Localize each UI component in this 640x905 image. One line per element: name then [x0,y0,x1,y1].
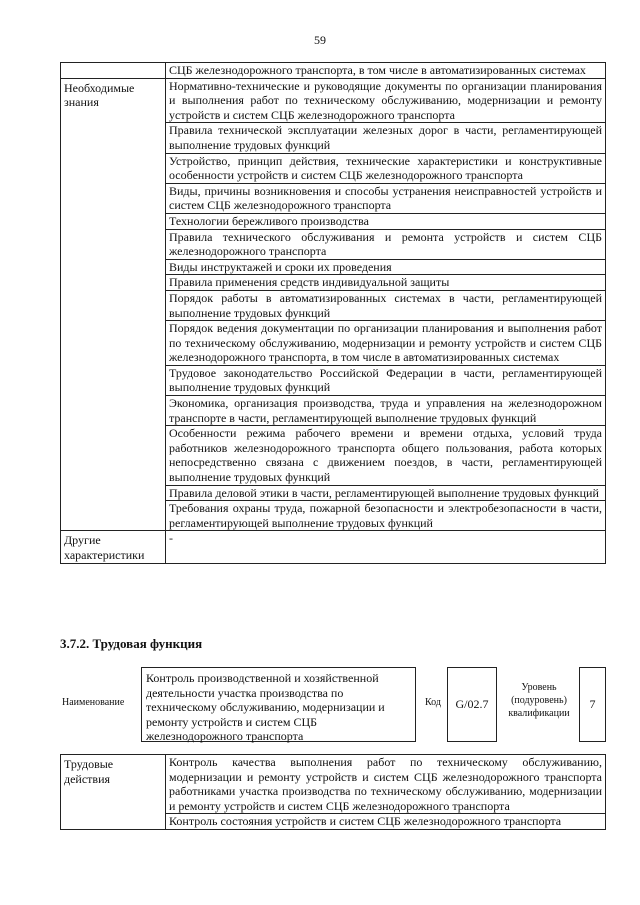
knowledge-item: Требования охраны труда, пожарной безопасности и электробезопасности в части, регламентирующей выполнение трудовых функций [166,501,606,531]
knowledge-item: Экономика, организация производства, труда и управления на железнодорожном транспорте в части, регламентирующей выполнение трудовых функций [166,396,606,426]
knowledge-item: Трудовое законодательство Российской Федерации в части, регламентирующей выполнение трудовых функций [166,365,606,395]
page-number: 59 [314,33,326,47]
other-characteristics-value: - [166,531,606,563]
knowledge-label: Необходимые знания [61,78,166,531]
empty-label-cell [61,63,166,79]
labor-actions-label: Трудовые действия [61,755,166,830]
function-name-box: Контроль производственной и хозяйственной деятельности участка производства по техническому обслуживанию, модернизации и ремонту устройств и систем СЦБ железнодорожного транспорта [141,667,416,742]
knowledge-item: Технологии бережливого производства [166,213,606,229]
qualification-level-box [579,667,606,742]
knowledge-item: Устройство, принцип действия, технические характеристики и конструктивные особенности устройств и систем СЦБ железнодорожного транспорта [166,153,606,183]
labor-action-item: Контроль состояния устройств и систем СЦБ железнодорожного транспорта [166,814,606,830]
other-characteristics-label: Другие характеристики [61,531,166,563]
knowledge-item: Правила деловой этики в части, регламентирующей выполнение трудовых функций [166,485,606,501]
knowledge-item: Виды, причины возникновения и способы устранения неисправностей устройств и систем СЦБ железнодорожного транспорта [166,183,606,213]
knowledge-item: Правила технической эксплуатации железных дорог в части, регламентирующей выполнение трудовых функций [166,123,606,153]
knowledge-item: Правила технического обслуживания и ремонта устройств и систем СЦБ железнодорожного транспорта [166,229,606,259]
knowledge-table [60,62,606,564]
table-row [61,531,606,563]
labor-actions-table [60,754,606,830]
knowledge-item: Нормативно-технические и руководящие документы по организации планирования и выполнения работ по техническому обслуживанию, модернизации и ремонту устройств и систем СЦБ железнодорожного транспорта [166,78,606,123]
knowledge-item: Порядок ведения документации по организации планирования и выполнения работ по техническому обслуживанию, модернизации и ремонту устройств и систем СЦБ железнодорожного транспорта, в том числе в автоматизированных системах [166,321,606,366]
knowledge-item: Особенности режима рабочего времени и времени отдыха, условий труда работников железнодорожного транспорта общего пользования, работа которых непосредственно связана с движением поездов, в части, регламентирующей выполнение трудовых функций [166,426,606,485]
qualification-level-value: 7 [589,697,596,711]
code-label: Код [425,697,441,708]
table-row [61,63,606,79]
qualification-level-label: Уровень (подуровень) квалификации [508,682,570,719]
section-heading: 3.7.2. Трудовая функция [60,636,203,651]
labor-action-item: Контроль качества выполнения работ по техническому обслуживанию, модернизации и ремонту устройств и систем СЦБ железнодорожного транспорта работниками участка производства по техническому обслуживанию, модернизации и ремонту устройств и систем СЦБ железнодорожного транспорта [166,755,606,814]
knowledge-item: Виды инструктажей и сроки их проведения [166,259,606,275]
knowledge-item: Правила применения средств индивидуальной защиты [166,275,606,291]
continuation-text: СЦБ железнодорожного транспорта, в том числе в автоматизированных системах [166,63,606,79]
table-row [61,755,606,814]
knowledge-item: Порядок работы в автоматизированных системах в части, регламентирующей выполнение трудовых функций [166,290,606,320]
code-value: G/02.7 [455,697,489,711]
table-row [61,78,606,123]
name-label: Наименование [62,697,125,708]
code-box [447,667,497,742]
